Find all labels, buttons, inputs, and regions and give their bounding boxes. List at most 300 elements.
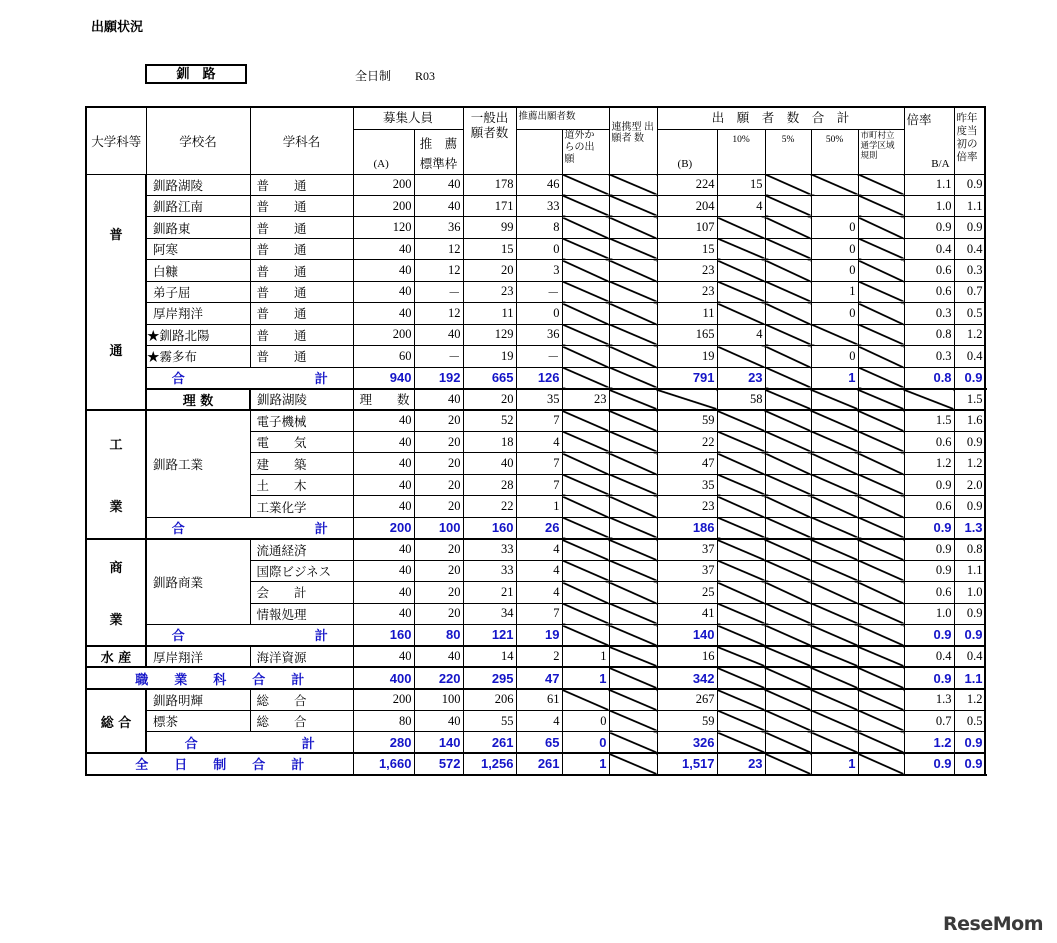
value-cell: －: [516, 346, 562, 367]
value-cell: 40: [463, 453, 516, 474]
slashed-cell: [717, 281, 765, 302]
slashed-cell: [609, 410, 657, 431]
slashed-cell: [562, 303, 609, 324]
value-cell: 0.4: [904, 646, 954, 667]
slashed-cell: [609, 174, 657, 195]
value-cell: 1.5: [904, 410, 954, 431]
header-p10: 10%: [717, 129, 765, 174]
slashed-cell: [609, 625, 657, 646]
slashed-cell: [811, 410, 858, 431]
slashed-cell: [811, 517, 858, 538]
slashed-cell: [562, 324, 609, 345]
slashed-cell: [717, 431, 765, 452]
category-label: [89, 176, 143, 408]
value-cell: 0.4: [954, 346, 985, 367]
value-cell: 200: [353, 195, 414, 216]
slashed-cell: [609, 732, 657, 753]
value-cell: 34: [463, 603, 516, 624]
value-cell: 1: [811, 753, 858, 774]
value-cell: 80: [353, 710, 414, 731]
value-cell: 1.0: [904, 603, 954, 624]
value-cell: 160: [463, 517, 516, 538]
value-cell: 1.1: [904, 174, 954, 195]
value-cell: 15: [657, 238, 717, 259]
category-cell: [86, 539, 146, 646]
slashed-cell: [765, 174, 811, 195]
value-cell: 1.2: [954, 324, 985, 345]
slashed-cell: [811, 646, 858, 667]
slashed-cell: [811, 667, 858, 688]
header-capacity: 募集人員: [353, 107, 463, 129]
value-cell: 65: [516, 732, 562, 753]
value-cell: 280: [353, 732, 414, 753]
category-char: 業: [109, 612, 123, 628]
slashed-cell: [609, 238, 657, 259]
slashed-cell: [717, 453, 765, 474]
value-cell: 33: [516, 195, 562, 216]
slashed-cell: [562, 195, 609, 216]
slashed-cell: [717, 539, 765, 560]
total-row: [86, 732, 985, 753]
dept-name: 普 通: [250, 281, 353, 302]
slashed-cell: [858, 238, 904, 259]
value-cell: 28: [463, 474, 516, 495]
slashed-cell: [811, 539, 858, 560]
slashed-cell: [765, 646, 811, 667]
slashed-cell: [765, 517, 811, 538]
header-renkei: 連携型 出願者 数: [609, 107, 657, 174]
value-cell: 0.4: [954, 238, 985, 259]
slashed-cell: [609, 646, 657, 667]
value-cell: 100: [414, 517, 463, 538]
value-cell: 1,660: [353, 753, 414, 774]
value-cell: 0.9: [954, 732, 985, 753]
slashed-cell: [657, 389, 717, 410]
header-category: 大学科等: [86, 107, 146, 174]
value-cell: 12: [414, 238, 463, 259]
slashed-cell: [562, 603, 609, 624]
value-cell: 20: [414, 582, 463, 603]
value-cell: 1.2: [904, 732, 954, 753]
value-cell: 1.1: [954, 195, 985, 216]
table-row: [86, 410, 985, 431]
table-row: [86, 689, 985, 710]
school-name: 弟子屈: [146, 281, 250, 302]
value-cell: 572: [414, 753, 463, 774]
table-row: [86, 710, 985, 731]
slashed-cell: [609, 560, 657, 581]
school-name: ★霧多布: [146, 346, 250, 367]
value-cell: 20: [414, 453, 463, 474]
slashed-cell: [858, 732, 904, 753]
value-cell: 0.9: [904, 474, 954, 495]
value-cell: 267: [657, 689, 717, 710]
value-cell: 41: [657, 603, 717, 624]
value-cell: 20: [414, 474, 463, 495]
value-cell: 0.9: [954, 367, 985, 388]
header-outside: 道外か らの出 願: [562, 129, 609, 174]
slashed-cell: [717, 732, 765, 753]
total-label: 全 日 制 合 計: [86, 753, 353, 774]
value-cell: 14: [463, 646, 516, 667]
total-label: 合 計: [146, 367, 353, 388]
value-cell: 0.3: [904, 346, 954, 367]
value-cell: 0.6: [904, 582, 954, 603]
value-cell: 40: [353, 582, 414, 603]
value-cell: 0.9: [904, 560, 954, 581]
value-cell: 23: [717, 753, 765, 774]
slashed-cell: [765, 732, 811, 753]
slashed-cell: [609, 667, 657, 688]
slashed-cell: [765, 367, 811, 388]
slashed-cell: [609, 496, 657, 517]
value-cell: 80: [414, 625, 463, 646]
value-cell: 40: [353, 474, 414, 495]
slashed-cell: [609, 474, 657, 495]
slashed-cell: [858, 346, 904, 367]
value-cell: 0.6: [904, 281, 954, 302]
slashed-cell: [811, 603, 858, 624]
slashed-cell: [609, 217, 657, 238]
value-cell: 23: [657, 260, 717, 281]
total-label: 合 計: [146, 517, 353, 538]
header-p50: 50%: [811, 129, 858, 174]
header-school: 学校名: [146, 107, 250, 174]
value-cell: 0.7: [954, 281, 985, 302]
slashed-cell: [609, 582, 657, 603]
resemom-watermark: ReseMom: [943, 913, 1043, 935]
slashed-cell: [765, 539, 811, 560]
header-recommend-quota: 推 薦 標準枠: [414, 129, 463, 174]
slashed-cell: [609, 195, 657, 216]
slashed-cell: [811, 174, 858, 195]
value-cell: 7: [516, 474, 562, 495]
value-cell: 0.9: [904, 667, 954, 688]
value-cell: 400: [353, 667, 414, 688]
school-name: 白糠: [146, 260, 250, 281]
region-label: 釧 路: [145, 64, 247, 84]
header-recommend-blank: [516, 129, 562, 174]
slashed-cell: [562, 260, 609, 281]
value-cell: －: [516, 281, 562, 302]
value-cell: 1,256: [463, 753, 516, 774]
value-cell: 0.4: [904, 238, 954, 259]
value-cell: 20: [463, 260, 516, 281]
value-cell: 0.9: [954, 174, 985, 195]
value-cell: 40: [414, 324, 463, 345]
dept-name: 理 数: [353, 389, 414, 410]
total-row: [86, 517, 985, 538]
value-cell: 171: [463, 195, 516, 216]
value-cell: 11: [657, 303, 717, 324]
slashed-cell: [858, 324, 904, 345]
slashed-cell: [765, 582, 811, 603]
slashed-cell: [811, 689, 858, 710]
value-cell: 0.4: [954, 646, 985, 667]
category-cell: 総 合: [86, 689, 146, 753]
value-cell: 19: [463, 346, 516, 367]
slashed-cell: [765, 453, 811, 474]
value-cell: 4: [516, 582, 562, 603]
table-row: [86, 238, 985, 259]
value-cell: 100: [414, 689, 463, 710]
slashed-cell: [858, 582, 904, 603]
application-status-table: [85, 106, 986, 776]
slashed-cell: [811, 389, 858, 410]
value-cell: 26: [516, 517, 562, 538]
value-cell: 0: [516, 303, 562, 324]
value-cell: 140: [414, 732, 463, 753]
value-cell: 107: [657, 217, 717, 238]
value-cell: 23: [657, 281, 717, 302]
value-cell: 46: [516, 174, 562, 195]
slashed-cell: [609, 260, 657, 281]
slashed-cell: [765, 603, 811, 624]
slashed-cell: [609, 539, 657, 560]
value-cell: 4: [516, 560, 562, 581]
value-cell: 58: [717, 389, 765, 410]
value-cell: [811, 195, 858, 216]
value-cell: 1.1: [954, 560, 985, 581]
page-title: 出願状況: [91, 20, 144, 35]
slashed-cell: [765, 496, 811, 517]
header-ratio-ba: B/A: [931, 157, 950, 170]
slashed-cell: [858, 539, 904, 560]
slashed-cell: [562, 431, 609, 452]
value-cell: 1: [562, 646, 609, 667]
slashed-cell: [765, 346, 811, 367]
slashed-cell: [858, 667, 904, 688]
table-row: [86, 174, 985, 195]
value-cell: 25: [657, 582, 717, 603]
value-cell: 220: [414, 667, 463, 688]
value-cell: 224: [657, 174, 717, 195]
header-last-year: 昨年 度当 初の 倍率: [954, 107, 985, 174]
value-cell: 0.3: [904, 303, 954, 324]
school-name: 厚岸翔洋: [146, 303, 250, 324]
slashed-cell: [858, 410, 904, 431]
slashed-cell: [858, 174, 904, 195]
category-char: 普: [109, 228, 123, 244]
category-label: [89, 541, 143, 644]
dept-name: 総 合: [250, 689, 353, 710]
slashed-cell: [717, 260, 765, 281]
value-cell: 665: [463, 367, 516, 388]
value-cell: 342: [657, 667, 717, 688]
slashed-cell: [717, 667, 765, 688]
slashed-cell: [765, 260, 811, 281]
slashed-cell: [765, 689, 811, 710]
slashed-cell: [562, 367, 609, 388]
value-cell: 4: [516, 431, 562, 452]
system-label: 全日制 R03: [355, 69, 436, 83]
slashed-cell: [609, 389, 657, 410]
slashed-cell: [858, 689, 904, 710]
slashed-cell: [562, 453, 609, 474]
value-cell: 7: [516, 410, 562, 431]
value-cell: 200: [353, 174, 414, 195]
slashed-cell: [765, 474, 811, 495]
slashed-cell: [811, 582, 858, 603]
header-total-b: (B): [657, 129, 717, 174]
slashed-cell: [765, 217, 811, 238]
slashed-cell: [562, 238, 609, 259]
slashed-cell: [562, 174, 609, 195]
slashed-cell: [562, 217, 609, 238]
value-cell: 129: [463, 324, 516, 345]
slashed-cell: [609, 689, 657, 710]
value-cell: 8: [516, 217, 562, 238]
value-cell: 20: [463, 389, 516, 410]
slashed-cell: [765, 753, 811, 774]
slashed-cell: [562, 281, 609, 302]
slashed-cell: [858, 710, 904, 731]
value-cell: 1: [811, 281, 858, 302]
dept-name: 国際ビジネス: [250, 560, 353, 581]
value-cell: 40: [353, 560, 414, 581]
category-cell: 水 産: [86, 646, 146, 667]
dept-name: 電子機械: [250, 410, 353, 431]
dept-name: 情報処理: [250, 603, 353, 624]
value-cell: 7: [516, 603, 562, 624]
value-cell: 1: [562, 667, 609, 688]
value-cell: 261: [463, 732, 516, 753]
school-name: 厚岸翔洋: [146, 646, 250, 667]
value-cell: 20: [414, 496, 463, 517]
value-cell: 1.1: [954, 667, 985, 688]
dept-name: 普 通: [250, 346, 353, 367]
value-cell: 0.7: [904, 710, 954, 731]
value-cell: 52: [463, 410, 516, 431]
slashed-cell: [858, 281, 904, 302]
value-cell: 40: [414, 389, 463, 410]
slashed-cell: [562, 625, 609, 646]
slashed-cell: [717, 238, 765, 259]
slashed-cell: [609, 431, 657, 452]
value-cell: 1.0: [954, 582, 985, 603]
value-cell: 165: [657, 324, 717, 345]
slashed-cell: [609, 281, 657, 302]
slashed-cell: [811, 474, 858, 495]
value-cell: 40: [353, 260, 414, 281]
dept-name: 普 通: [250, 238, 353, 259]
value-cell: 0.8: [954, 539, 985, 560]
value-cell: 3: [516, 260, 562, 281]
slashed-cell: [717, 603, 765, 624]
slashed-cell: [858, 260, 904, 281]
value-cell: 11: [463, 303, 516, 324]
value-cell: 200: [353, 324, 414, 345]
value-cell: 4: [717, 324, 765, 345]
value-cell: 2: [516, 646, 562, 667]
slashed-cell: [858, 560, 904, 581]
value-cell: 40: [414, 646, 463, 667]
value-cell: 0: [516, 238, 562, 259]
value-cell: 1.2: [954, 453, 985, 474]
value-cell: 37: [657, 560, 717, 581]
slashed-cell: [717, 646, 765, 667]
slashed-cell: [858, 753, 904, 774]
value-cell: 160: [353, 625, 414, 646]
header-ratio-label: 倍率: [906, 113, 932, 127]
value-cell: 0.9: [904, 625, 954, 646]
value-cell: 1,517: [657, 753, 717, 774]
slashed-cell: [609, 324, 657, 345]
dept-name: 普 通: [250, 195, 353, 216]
category-char: 工: [109, 437, 123, 453]
value-cell: 22: [657, 431, 717, 452]
slashed-cell: [717, 346, 765, 367]
value-cell: 61: [516, 689, 562, 710]
total-row: [86, 625, 985, 646]
total-row: [86, 753, 985, 774]
slashed-cell: [811, 560, 858, 581]
slashed-cell: [717, 517, 765, 538]
value-cell: 295: [463, 667, 516, 688]
value-cell: 326: [657, 732, 717, 753]
value-cell: 4: [717, 195, 765, 216]
slashed-cell: [609, 710, 657, 731]
value-cell: 20: [414, 431, 463, 452]
value-cell: 0.9: [954, 496, 985, 517]
value-cell: 19: [516, 625, 562, 646]
slashed-cell: [858, 195, 904, 216]
slashed-cell: [717, 410, 765, 431]
value-cell: 0.8: [904, 367, 954, 388]
value-cell: 12: [414, 260, 463, 281]
value-cell: 200: [353, 517, 414, 538]
slashed-cell: [858, 517, 904, 538]
value-cell: 0.9: [904, 517, 954, 538]
slashed-cell: [609, 303, 657, 324]
slashed-cell: [717, 496, 765, 517]
value-cell: 40: [353, 646, 414, 667]
value-cell: 1: [811, 367, 858, 388]
value-cell: 126: [516, 367, 562, 388]
slashed-cell: [717, 689, 765, 710]
dept-name: 海洋資源: [250, 646, 353, 667]
slashed-cell: [811, 710, 858, 731]
slashed-cell: [765, 667, 811, 688]
value-cell: 19: [657, 346, 717, 367]
value-cell: 1: [562, 753, 609, 774]
dept-name: 普 通: [250, 260, 353, 281]
value-cell: 0.6: [904, 496, 954, 517]
value-cell: 40: [414, 710, 463, 731]
category-char: 業: [109, 500, 123, 516]
value-cell: 178: [463, 174, 516, 195]
value-cell: 23: [463, 281, 516, 302]
total-label: 職 業 科 合 計: [86, 667, 353, 688]
dept-name: 会 計: [250, 582, 353, 603]
value-cell: 121: [463, 625, 516, 646]
slashed-cell: [858, 603, 904, 624]
slashed-cell: [765, 410, 811, 431]
header-p5: 5%: [765, 129, 811, 174]
dept-name: 建 築: [250, 453, 353, 474]
value-cell: 1.6: [954, 410, 985, 431]
value-cell: 140: [657, 625, 717, 646]
dept-name: 総 合: [250, 710, 353, 731]
table-row: [86, 217, 985, 238]
value-cell: －: [414, 281, 463, 302]
slashed-cell: [609, 453, 657, 474]
dept-name: 土 木: [250, 474, 353, 495]
slashed-cell: [858, 496, 904, 517]
value-cell: 16: [657, 646, 717, 667]
school-name: 釧路東: [146, 217, 250, 238]
table-row: [86, 281, 985, 302]
